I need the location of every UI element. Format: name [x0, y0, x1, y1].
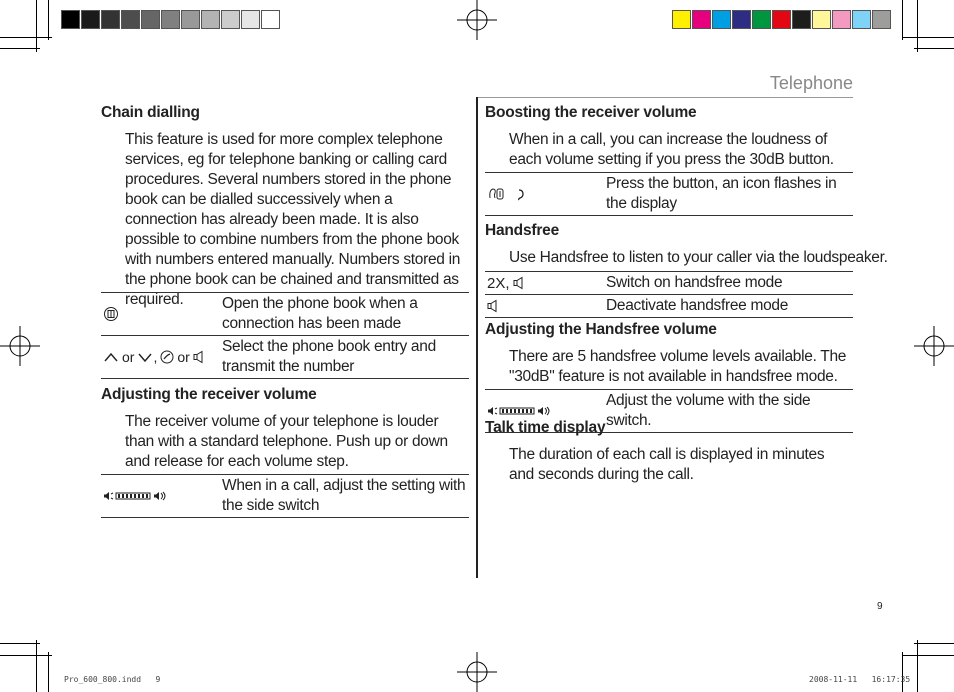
page-title: Telephone: [769, 73, 853, 93]
section-heading: Talk time display: [485, 419, 606, 436]
instruction-table: [485, 271, 853, 318]
table-row: [485, 295, 853, 318]
color-swatch: [792, 10, 811, 29]
crop-mark: [0, 48, 40, 49]
color-swatch: [872, 10, 891, 29]
crop-mark: [917, 0, 918, 52]
section-heading: Handsfree: [485, 222, 560, 239]
registration-mark-icon: [0, 326, 40, 366]
color-swatch: [121, 10, 140, 29]
boost-ear-icon: [487, 186, 527, 202]
table-row: [485, 272, 853, 295]
phonebook-icon: [103, 306, 119, 322]
or-text: or: [177, 349, 190, 365]
volume-bar-icon: [103, 491, 167, 501]
crop-mark: [902, 37, 954, 38]
column-divider: [476, 97, 478, 578]
page-number: 9: [877, 601, 883, 612]
color-swatch: [732, 10, 751, 29]
section-body: The receiver volume of your telephone is louder than with a standard telephone. Push up or down and release for each volume step.: [125, 413, 448, 470]
table-row: [101, 336, 469, 379]
color-swatch: [812, 10, 831, 29]
registration-mark-icon: [914, 326, 954, 366]
crop-mark: [0, 643, 40, 644]
instruction-table: [101, 474, 469, 518]
color-swatch: [101, 10, 120, 29]
description-cell: When in a call, adjust the setting with the side switch: [222, 477, 466, 514]
instruction-table: [485, 172, 853, 216]
crop-mark: [0, 37, 52, 38]
slug-timestamp: 2008-11-11 16:17:35: [809, 675, 911, 684]
crop-mark: [48, 652, 49, 692]
description-cell: Press the button, an icon flashes in the display: [606, 175, 837, 212]
color-swatch: [201, 10, 220, 29]
color-swatch: [181, 10, 200, 29]
section-heading: Chain dialling: [101, 104, 200, 121]
table-row: [101, 293, 469, 336]
crop-mark: [36, 640, 37, 692]
color-swatch: [241, 10, 260, 29]
crop-mark: [914, 643, 954, 644]
section-body: This feature is used for more complex telephone services, eg for telephone banking or calling card procedures. Several numbers stored in the phone book can be dialled successively when a connection has already been made. It is also possible to combine numbers from the phone book with numbers entered manually. Numbers stored in the phone book can be chained and transmitted as required.: [125, 131, 461, 308]
press-count-label: 2X,: [487, 274, 510, 292]
crop-mark: [48, 0, 49, 40]
up-arrow-icon: [103, 351, 119, 363]
color-swatch: [692, 10, 711, 29]
section-heading: Adjusting the receiver volume: [101, 386, 317, 403]
separator-text: ,: [153, 349, 158, 365]
key-cell: [101, 293, 222, 335]
color-swatch: [712, 10, 731, 29]
slug-file-name: Pro_600_800.indd 9: [64, 675, 161, 684]
color-swatch: [672, 10, 691, 29]
color-swatch: [832, 10, 851, 29]
volume-bar-icon: [487, 406, 551, 416]
crop-mark: [36, 0, 37, 52]
talk-key-icon: [160, 350, 174, 364]
header-rule: [477, 97, 853, 98]
description-cell: Adjust the volume with the side switch.: [606, 392, 811, 429]
crop-mark: [914, 48, 954, 49]
crop-mark: [917, 640, 918, 692]
color-swatch: [221, 10, 240, 29]
description-cell: Deactivate handsfree mode: [606, 297, 789, 314]
table-row: [485, 173, 853, 216]
crop-mark: [0, 655, 52, 656]
registration-mark-icon: [457, 652, 497, 692]
color-swatch: [161, 10, 180, 29]
color-swatch: [261, 10, 280, 29]
registration-mark-icon: [457, 0, 497, 40]
key-cell: [101, 336, 222, 378]
or-text: or: [122, 349, 135, 365]
color-swatch: [141, 10, 160, 29]
section-heading: Boosting the receiver volume: [485, 104, 697, 121]
color-swatch: [852, 10, 871, 29]
speaker-icon: [487, 299, 501, 313]
section-body: The duration of each call is displayed in minutes and seconds during the call.: [509, 446, 825, 483]
key-cell: [485, 295, 606, 317]
color-swatch: [61, 10, 80, 29]
section-body: There are 5 handsfree volume levels available. The "30dB" feature is not available in handsfree mode.: [509, 348, 847, 385]
color-swatch: [752, 10, 771, 29]
speaker-icon: [193, 350, 207, 364]
description-cell: Switch on handsfree mode: [606, 274, 783, 291]
crop-mark: [902, 652, 903, 692]
section-body: Use Handsfree to listen to your caller via the loudspeaker.: [509, 249, 888, 266]
key-cell: [485, 173, 606, 215]
section-heading: Adjusting the Handsfree volume: [485, 321, 717, 338]
down-arrow-icon: [137, 351, 153, 363]
description-cell: Select the phone book entry and transmit the number: [222, 338, 436, 375]
instruction-table: [101, 292, 469, 379]
description-cell: Open the phone book when a connection has been made: [222, 295, 418, 332]
color-swatch: [772, 10, 791, 29]
crop-mark: [902, 0, 903, 40]
crop-mark: [902, 655, 954, 656]
speaker-icon: [513, 276, 527, 290]
table-row: [101, 475, 469, 518]
color-swatch: [81, 10, 100, 29]
section-body: When in a call, you can increase the loudness of each volume setting if you press the 30dB button.: [509, 131, 834, 168]
key-cell: [485, 272, 606, 294]
key-cell: [101, 475, 222, 517]
